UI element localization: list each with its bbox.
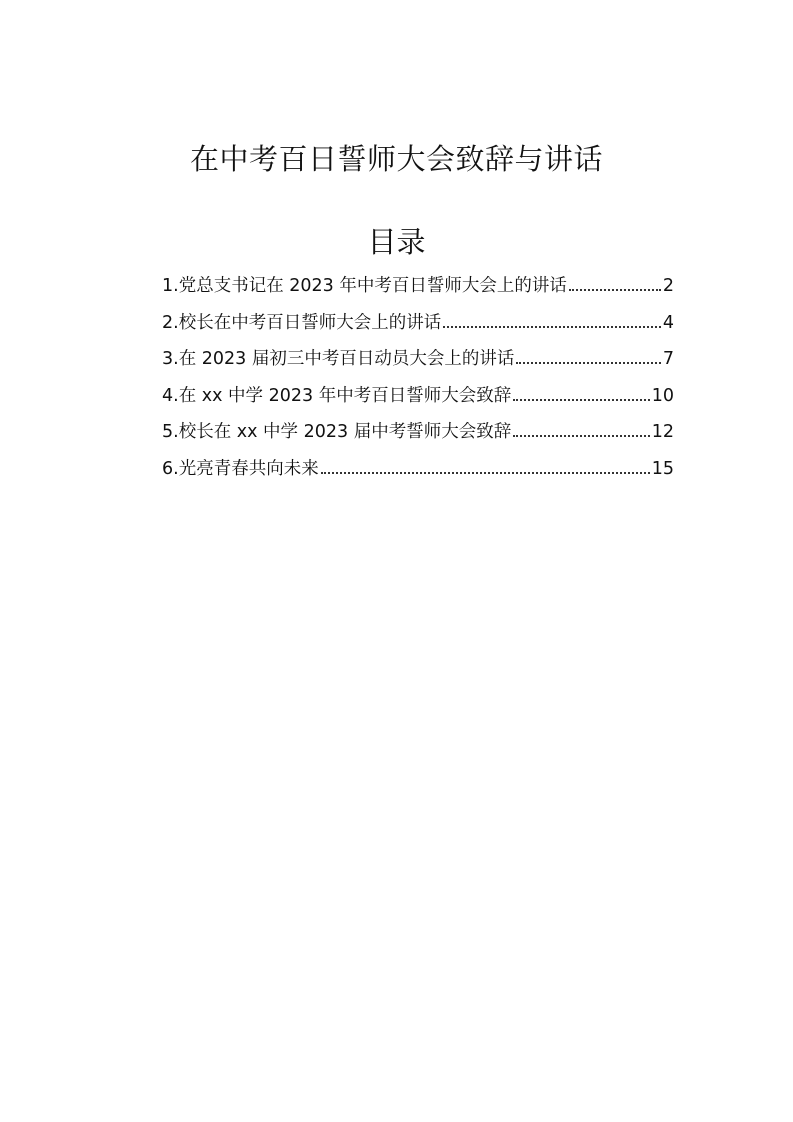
toc-heading: 目录	[367, 225, 426, 259]
toc-entry-2[interactable]	[162, 308, 674, 345]
toc-page-number: 2	[662, 276, 674, 296]
toc-page-number: 10	[651, 385, 674, 406]
toc-entry-1[interactable]	[162, 271, 674, 308]
toc-dot-leader	[443, 314, 661, 328]
toc-entry-6[interactable]	[162, 454, 674, 491]
toc-entry-title: 1.党总支书记在 2023 年中考百日誓师大会上的讲话	[162, 276, 567, 296]
toc-entry-3[interactable]	[162, 344, 674, 381]
toc-dot-leader	[516, 350, 661, 364]
toc-entry-title: 4.在 xx 中学 2023 年中考百日誓师大会致辞	[162, 385, 512, 406]
toc-page-number: 12	[651, 422, 674, 442]
toc-page-number: 4	[662, 312, 674, 333]
toc-entry-5[interactable]	[162, 417, 674, 454]
table-of-contents	[162, 271, 674, 490]
document-title: 在中考百日誓师大会致辞与讲话	[189, 142, 603, 176]
toc-entry-4[interactable]	[162, 381, 674, 418]
toc-entry-title: 2.校长在中考百日誓师大会上的讲话	[162, 312, 442, 333]
toc-dot-leader	[569, 277, 661, 291]
toc-dot-leader	[513, 387, 650, 401]
toc-dot-leader	[513, 423, 650, 437]
toc-entry-title: 5.校长在 xx 中学 2023 届中考誓师大会致辞	[162, 422, 512, 442]
toc-entry-title: 3.在 2023 届初三中考百日动员大会上的讲话	[162, 349, 515, 369]
toc-page-number: 15	[651, 458, 674, 479]
toc-dot-leader	[321, 460, 650, 474]
toc-page-number: 7	[662, 349, 674, 369]
toc-entry-title: 6.光亮青春共向未来	[162, 458, 319, 479]
